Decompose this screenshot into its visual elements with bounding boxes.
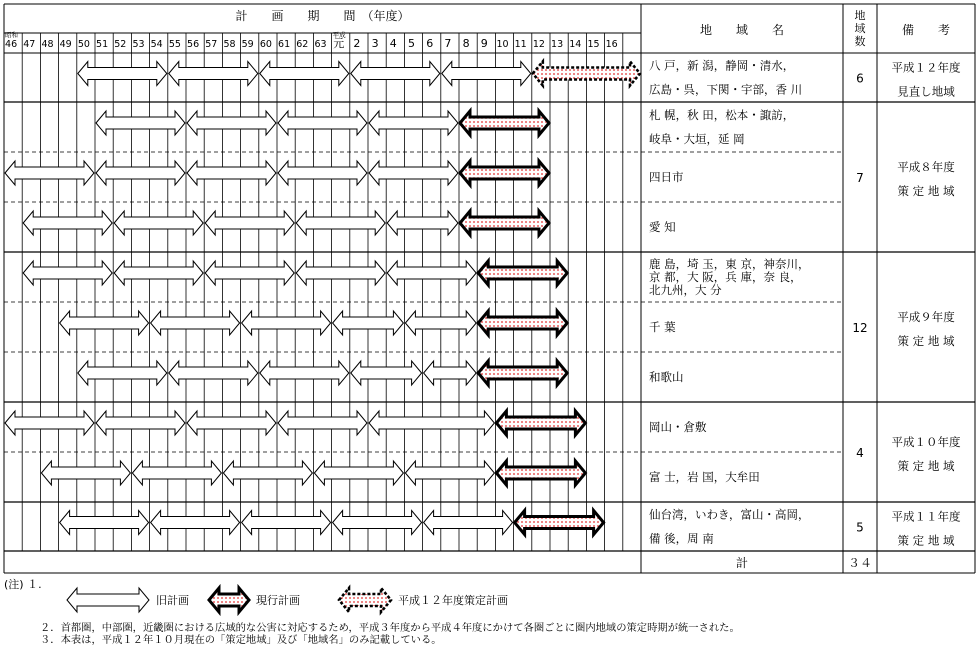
old-plan-arrow [242, 511, 331, 535]
old-plan-arrow [205, 211, 294, 235]
year-label: 54 [150, 39, 163, 50]
region-name: 北九州，大 分 [649, 283, 722, 297]
old-plan-arrow [23, 261, 112, 285]
old-plan-arrow [187, 411, 276, 435]
year-label: 8 [462, 37, 470, 50]
year-label: 4 [389, 37, 397, 50]
remarks-text: 平成９年度 [897, 310, 955, 324]
region-name: 仙台湾，いわき，富山・高岡， [649, 507, 810, 522]
year-label: 5 [408, 37, 415, 50]
old-plan-arrow [60, 311, 149, 335]
old-plan-arrow [424, 511, 513, 535]
remarks-text: 平成１０年度 [891, 435, 961, 449]
old-plan-arrow [278, 411, 367, 435]
year-label: 52 [114, 39, 127, 50]
remarks-text: 平成１２年度 [891, 60, 961, 75]
region-count: 12 [852, 321, 868, 335]
year-label: 55 [168, 39, 181, 50]
year-label: 51 [96, 39, 109, 50]
old-plan-arrow [78, 361, 167, 385]
current-plan-arrow [515, 511, 604, 535]
old-plan-arrow [151, 511, 240, 535]
year-label: 元 [333, 37, 345, 50]
old-plan-arrow [405, 461, 494, 485]
old-plan-arrow [242, 311, 331, 335]
year-label: 13 [551, 39, 564, 50]
year-label: 59 [241, 39, 254, 50]
current-plan-arrow [460, 211, 549, 235]
current-plan-arrow [496, 461, 585, 485]
count-header: 数 [854, 35, 866, 48]
region-name: 広島・呉，下関・宇部，香 川 [649, 82, 803, 97]
old-plan-arrow [67, 588, 149, 612]
region-count: 6 [856, 71, 864, 86]
old-plan-arrow [96, 111, 185, 135]
year-label: 49 [59, 39, 72, 50]
old-plan-arrow [260, 62, 349, 86]
region-name: 鹿 島，埼 玉，東 京，神奈川， [649, 257, 810, 271]
remarks-text: 策 定 地 域 [897, 184, 955, 198]
current-plan-arrow [496, 411, 585, 435]
old-plan-arrow [132, 461, 221, 485]
note-label: (注) １. [4, 578, 42, 591]
old-plan-arrow [260, 361, 349, 385]
total-value: ３４ [847, 556, 873, 570]
year-label: 56 [187, 39, 200, 50]
year-label: 57 [205, 39, 218, 50]
year-label: 7 [444, 37, 452, 50]
region-name: 愛 知 [649, 220, 676, 234]
old-plan-arrow [5, 411, 94, 435]
old-plan-arrow [114, 211, 203, 235]
old-plan-arrow [369, 161, 458, 185]
year-label: 63 [314, 39, 327, 50]
old-plan-arrow [314, 461, 403, 485]
region-count: 5 [856, 520, 864, 535]
year-label: 61 [278, 39, 291, 50]
remarks-text: 策 定 地 域 [897, 459, 955, 473]
remarks-header: 備 考 [901, 23, 951, 37]
region-name: 岐阜・大垣，延 岡 [649, 132, 745, 146]
total-label: 計 [735, 556, 749, 570]
year-label: 14 [569, 39, 582, 50]
old-plan-arrow [96, 161, 185, 185]
year-label: 58 [223, 39, 236, 50]
region-name: 富 士，岩 国，大牟田 [649, 470, 760, 484]
old-plan-arrow [169, 62, 258, 86]
current-plan-arrow [460, 161, 549, 185]
current-plan-arrow [478, 311, 567, 335]
old-plan-arrow [278, 111, 367, 135]
old-plan-arrow [114, 261, 203, 285]
current-plan-arrow [478, 361, 567, 385]
old-plan-arrow [187, 161, 276, 185]
legend-label: 現行計画 [256, 594, 300, 607]
old-plan-arrow [151, 311, 240, 335]
old-plan-arrow [169, 361, 258, 385]
old-plan-arrow [351, 62, 440, 86]
year-label: 16 [605, 39, 618, 50]
region-name: 札 幌，秋 田，松本・諏訪， [649, 108, 795, 122]
year-label: 60 [259, 39, 272, 50]
remarks-text: 平成８年度 [897, 160, 955, 174]
old-plan-arrow [296, 261, 385, 285]
year-label: 50 [77, 39, 90, 50]
region-name: 備 後，周 南 [649, 531, 714, 546]
year-label: 46 [5, 39, 18, 50]
year-label: 48 [41, 39, 54, 50]
region-name: 岡山・倉敷 [649, 420, 707, 434]
era-showa-label: 昭和 [5, 31, 18, 39]
year-label: 3 [371, 37, 379, 50]
region-header: 地 域 名 [699, 23, 785, 37]
era-heisei-label: 平成 [332, 31, 346, 39]
old-plan-arrow [187, 111, 276, 135]
remarks-text: 策 定 地 域 [897, 533, 955, 548]
old-plan-arrow [333, 511, 422, 535]
year-label: 12 [532, 39, 545, 50]
period-header: 計 画 期 間 （年度） [235, 9, 410, 23]
remarks-text: 平成１１年度 [891, 509, 961, 524]
old-plan-arrow [23, 211, 112, 235]
old-plan-arrow [205, 261, 294, 285]
note-2: ２．首都圏，中部圏，近畿圏における広域的な公害に対応するため，平成３年度から平成４年度にかけて各圏ごとに圏内地域の策定時期が統一された。 [40, 622, 740, 634]
year-label: 10 [496, 39, 509, 50]
old-plan-arrow [5, 161, 94, 185]
old-plan-arrow [278, 161, 367, 185]
region-count: 4 [856, 446, 864, 460]
old-plan-arrow [41, 461, 130, 485]
year-label: 9 [480, 37, 488, 50]
old-plan-arrow [78, 62, 167, 86]
count-header: 地 [854, 9, 866, 22]
remarks-text: 策 定 地 域 [897, 334, 955, 348]
current-plan-arrow [460, 111, 549, 135]
note-3: ３．本表は，平成１２年１０月現在の「策定地域」及び「地域名」のみ記載している。 [40, 634, 442, 646]
year-label: 47 [23, 39, 36, 50]
old-plan-arrow [387, 261, 476, 285]
year-label: 6 [426, 37, 434, 50]
region-name: 八 戸，新 潟，静岡・清水， [649, 58, 795, 73]
year-label: 2 [353, 37, 361, 50]
old-plan-arrow [296, 211, 385, 235]
region-name: 千 葉 [649, 320, 676, 334]
current-plan-arrow [478, 261, 567, 285]
fy12-plan-arrow [339, 588, 391, 612]
old-plan-arrow [369, 411, 494, 435]
region-name: 和歌山 [649, 370, 684, 384]
remarks-text: 見直し地域 [897, 84, 955, 99]
old-plan-arrow [442, 62, 531, 86]
year-label: 11 [514, 39, 527, 50]
old-plan-arrow [60, 511, 149, 535]
year-label: 62 [296, 39, 309, 50]
year-label: 15 [587, 39, 600, 50]
legend-label: 旧計画 [156, 594, 189, 607]
count-header: 域 [854, 22, 866, 35]
old-plan-arrow [424, 361, 477, 385]
legend-label: 平成１２年度策定計画 [398, 594, 508, 607]
old-plan-arrow [96, 411, 185, 435]
region-name: 京 都，大 阪，兵 庫，奈 良， [649, 270, 802, 284]
year-label: 53 [132, 39, 145, 50]
region-count: 7 [856, 171, 864, 185]
old-plan-arrow [369, 111, 458, 135]
current-plan-arrow [209, 588, 249, 612]
region-name: 四日市 [649, 170, 684, 184]
old-plan-arrow [223, 461, 312, 485]
